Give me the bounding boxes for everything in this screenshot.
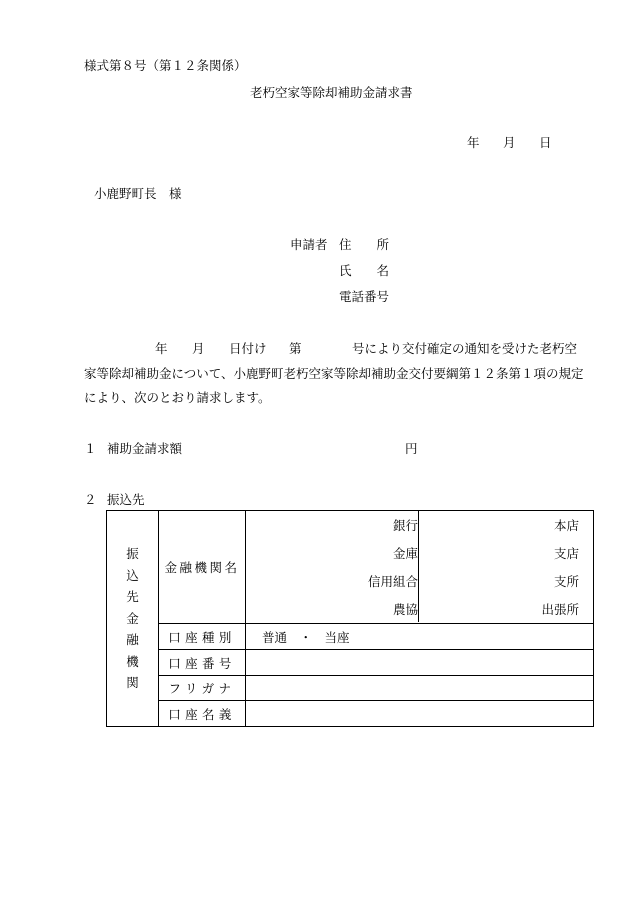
date-month: 月	[503, 135, 516, 150]
item1-unit: 円	[405, 441, 418, 456]
body-year: 年	[155, 341, 168, 356]
vertical-char: 振	[126, 546, 139, 562]
account-number-label: 口座番号	[159, 650, 246, 676]
item2-number: ２	[84, 492, 97, 507]
vertical-char: 先	[126, 589, 139, 605]
account-type-label: 口座種別	[159, 624, 246, 650]
vertical-char: 融	[126, 632, 139, 648]
institution-branch-divider	[418, 511, 419, 622]
account-holder-value	[246, 701, 594, 727]
vertical-char: 機	[126, 653, 139, 669]
vertical-char: 関	[126, 675, 139, 691]
institution-name-cell	[246, 511, 594, 624]
body-paragraph	[84, 337, 584, 411]
document-title: 老朽空家等除却補助金請求書	[250, 85, 413, 100]
vertical-char: 金	[126, 610, 139, 626]
addressee: 小鹿野町長 様	[94, 186, 182, 201]
institution-type-shinkin: 金庫	[392, 546, 418, 561]
body-line1-rest: 号により交付確定の通知を受けた老朽空	[352, 341, 578, 356]
branch-type-sub-branch: 支所	[553, 574, 579, 589]
branch-type-main: 本店	[553, 518, 579, 533]
body-line2: 家等除却補助金について、小鹿野町老朽空家等除却補助金交付要綱第１２条第１項の規定	[84, 365, 584, 381]
vertical-char: 込	[126, 567, 139, 583]
branch-type-branch: 支店	[553, 546, 579, 561]
date-year: 年	[467, 135, 480, 150]
body-day-dated: 日付け	[229, 341, 267, 356]
institution-name-label: 金融機関名	[159, 511, 246, 624]
furigana-value	[246, 676, 594, 701]
account-holder-label: 口座名義	[159, 701, 246, 727]
bank-transfer-table	[106, 510, 594, 727]
branch-type-office: 出張所	[541, 602, 579, 617]
item1-number: １	[84, 441, 97, 456]
institution-type-ja: 農協	[392, 602, 418, 617]
body-number-prefix: 第	[289, 341, 302, 356]
furigana-label: フリガナ	[159, 676, 246, 701]
date-day: 日	[539, 135, 552, 150]
item1-label: 補助金請求額	[107, 441, 183, 456]
body-month: 月	[192, 341, 205, 356]
body-line3: により、次のとおり請求します。	[84, 390, 271, 405]
institution-type-credit-union: 信用組合	[367, 574, 418, 589]
applicant-name-label: 氏 名	[339, 263, 390, 278]
applicant-address-label: 住 所	[339, 237, 390, 252]
account-number-value	[246, 650, 594, 676]
applicant-label: 申請者	[290, 237, 328, 252]
form-number: 様式第８号（第１２条関係）	[84, 58, 247, 73]
item2-label: 振込先	[107, 492, 145, 507]
vertical-label-cell	[107, 511, 159, 727]
applicant-phone-label: 電話番号	[339, 289, 390, 304]
account-type-value: 普通 ・ 当座	[246, 624, 594, 650]
institution-type-bank: 銀行	[392, 518, 418, 533]
